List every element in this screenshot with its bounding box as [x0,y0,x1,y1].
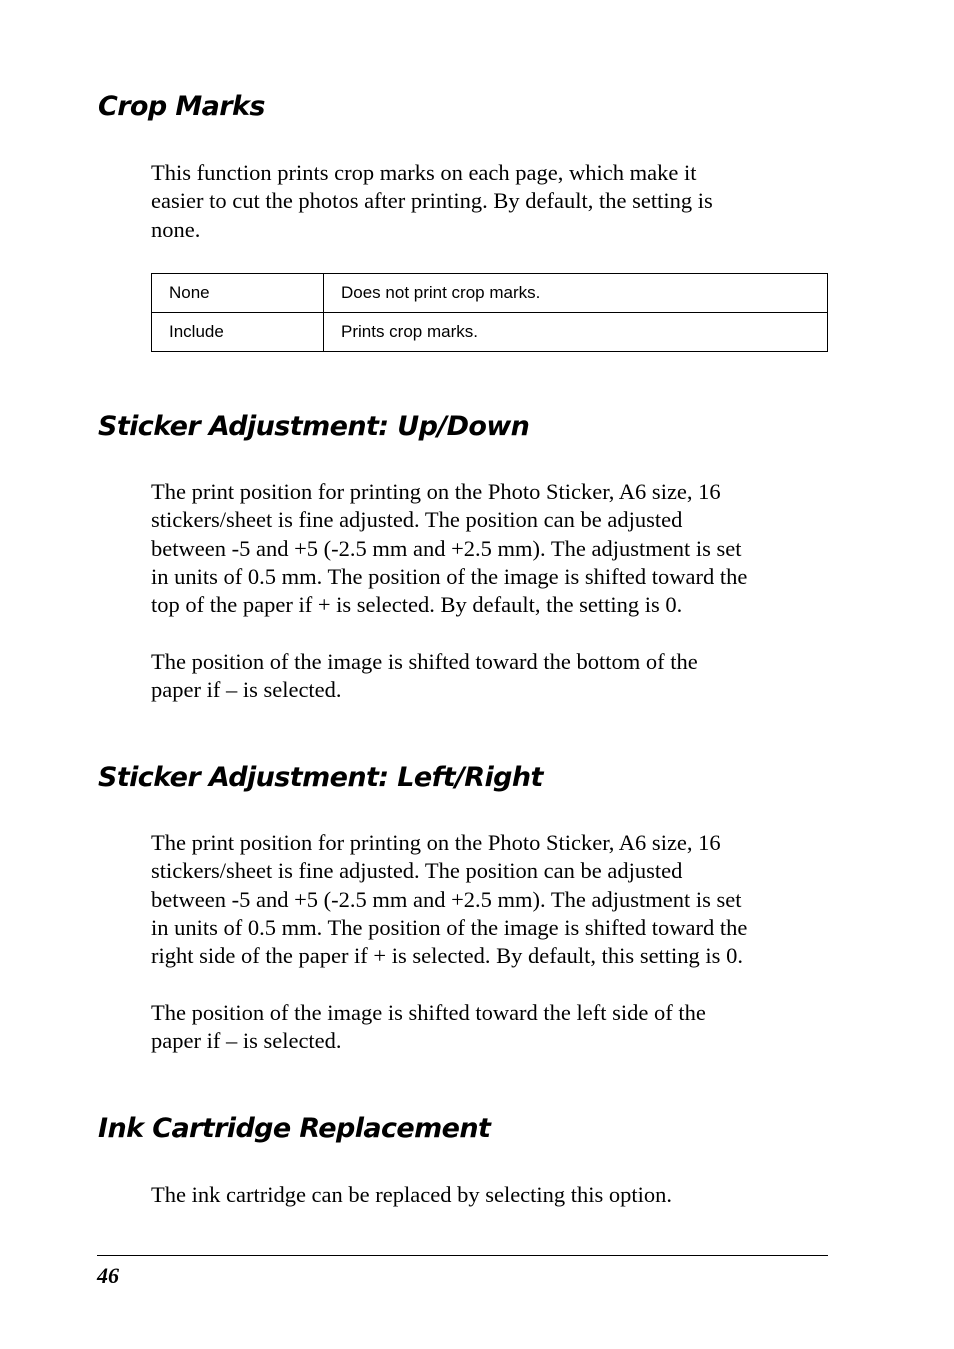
text-line: The position of the image is shifted toward the bottom of the [151,649,698,674]
sticker-left-right-paragraph-1 [151,829,841,970]
section-heading-crop-marks: Crop Marks [98,91,265,122]
section-heading-sticker-up-down: Sticker Adjustment: Up/Down [98,411,530,442]
text-line: right side of the paper if + is selected. By default, this setting is 0. [151,943,743,969]
ink-cartridge-paragraph [151,1181,841,1209]
crop-marks-options-table [151,273,828,352]
text-line: paper if – is selected. [151,677,342,703]
text-line: The ink cartridge can be replaced by selecting this option. [151,1182,673,1207]
text-line: The position of the image is shifted toward the left side of the [151,1000,706,1025]
text-line: between -5 and +5 (-2.5 mm and +2.5 mm). The adjustment is set [151,886,742,912]
text-line: paper if – is selected. [151,1028,342,1054]
crop-marks-paragraph [151,159,841,244]
section-heading-ink-cartridge-replacement: Ink Cartridge Replacement [98,1113,491,1144]
text-line: between -5 and +5 (-2.5 mm and +2.5 mm). The adjustment is set [151,535,742,561]
text-line: in units of 0.5 mm. The position of the image is shifted toward the [151,914,748,940]
text-line: The print position for printing on the Photo Sticker, A6 size, 16 [151,479,721,504]
sticker-up-down-paragraph-1 [151,478,841,619]
option-name-cell: None [152,274,324,313]
table-row [152,313,828,352]
option-description-cell: Prints crop marks. [324,313,828,352]
option-name-cell: Include [152,313,324,352]
text-line: stickers/sheet is fine adjusted. The position can be adjusted [151,858,683,884]
text-line: The print position for printing on the Photo Sticker, A6 size, 16 [151,830,721,855]
table-row [152,274,828,313]
text-line: top of the paper if + is selected. By default, the setting is 0. [151,592,683,618]
text-line: This function prints crop marks on each page, which make it [151,160,697,185]
text-line: none. [151,216,201,242]
section-heading-sticker-left-right: Sticker Adjustment: Left/Right [98,762,543,793]
text-line: in units of 0.5 mm. The position of the image is shifted toward the [151,563,748,589]
page-number: 46 [97,1263,119,1288]
option-description-cell: Does not print crop marks. [324,274,828,313]
sticker-up-down-paragraph-2 [151,648,841,705]
sticker-left-right-paragraph-2 [151,999,841,1056]
footer-rule [97,1255,828,1256]
text-line: stickers/sheet is fine adjusted. The position can be adjusted [151,507,683,533]
text-line: easier to cut the photos after printing. By default, the setting is [151,188,713,214]
